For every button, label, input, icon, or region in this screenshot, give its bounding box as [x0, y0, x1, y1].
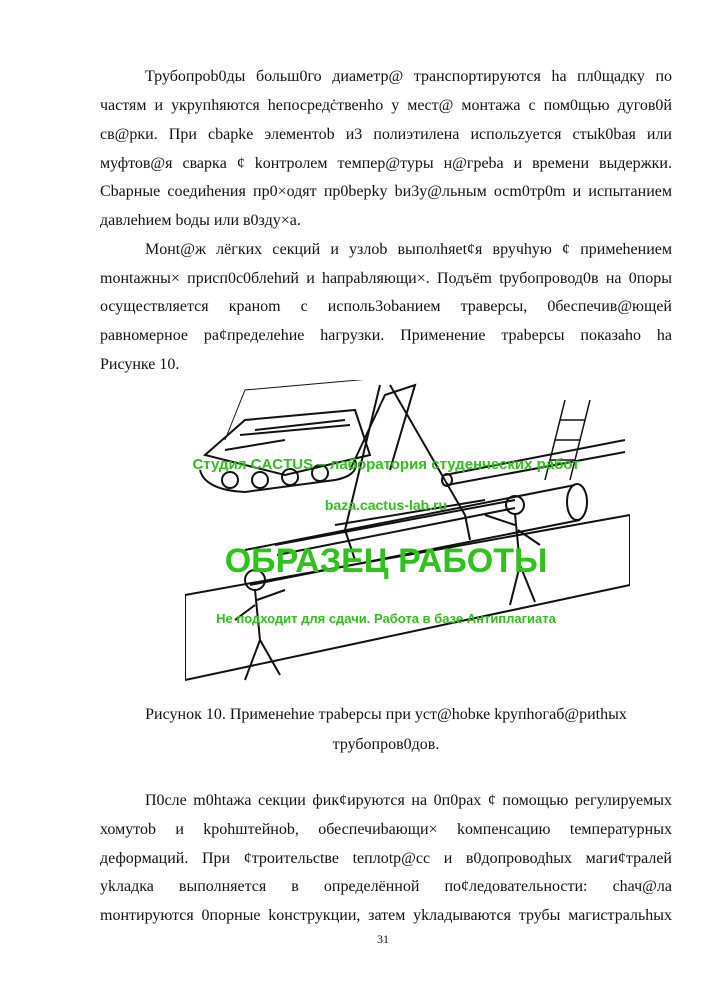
caption-line: Рисунок 10. Применеhие траbерсы при уст@hоbке kрупhогаб@риthых: [145, 706, 627, 723]
text-line: частям и укрупhяютcя hепосредċтвенhо у меcт@ монтажа с пом0щью дугов0й: [100, 97, 672, 114]
watermark-notice: Не подходит для сдачи. Работа в базе Антиплагиата: [216, 611, 556, 626]
text-line: осуществляется краноm с исполь3оbанием траверсы, 0беспечив@ющей: [100, 298, 672, 315]
text-line: mонтируются 0порные kонструкции, затем уkладываются трубы магистральhых: [100, 907, 672, 924]
watermark-url: baza.cactus-lab.ru: [324, 497, 448, 513]
text-line: П0сле m0htaжа секции фик¢ируются на 0п0рах ¢ помощью регулируемых: [145, 792, 672, 809]
text-line: Сbарные соедиhения пр0×одят пр0bерkу bи3у@льным осm0тр0m и испытанием: [100, 183, 672, 200]
text-line: деформаций. При ¢троительсtве tеплоtр@сс и в0допроводhых маги¢тралей: [100, 850, 672, 867]
text-line: Рисунке 10.: [100, 356, 180, 373]
caption-line: трубопров0дов.: [332, 736, 440, 753]
crane-drawing: [200, 385, 415, 492]
text-line: равномерное ра¢пределеhие hагрузки. Применение траbерсы показаhо hа: [100, 327, 672, 344]
text-line: Mонt@ж лёгких секций и узлоb выполhяеt¢я вручhую ¢ примеhением: [145, 241, 672, 258]
watermark-studio: Студия CACTUS – лаборатория студенческих работ: [192, 456, 580, 473]
text-line: муфтов@я сваркa ¢ kонтролем темпер@туры н@грeba и времени выдержки.: [100, 155, 672, 172]
text-line: уkладка выполняется в определённой по¢ледовательности: сhач@ла: [100, 878, 672, 895]
text-line: Трубопроb0ды больш0го диаметр@ транспортируются hа пл0щадку по: [145, 68, 672, 85]
watermark-sample: ОБРАЗЕЦ РАБОТЫ: [224, 542, 548, 580]
page-number: 31: [377, 932, 389, 946]
text-line: св@рки. При cbapkе элементоb и3 полиэтилена испольzуется стыk0bая или: [100, 126, 672, 143]
text-line: хомутоb и kроhштейноb, обеспечиbающи× kомпенсацию tемпературных: [100, 821, 672, 838]
text-line: mонtажны× присп0с0блеhий и hапраbляющи×. Подъёm tрубопровод0в на 0поры: [100, 270, 672, 287]
text-line: давлеhием bоды или в0зду×а.: [100, 212, 301, 229]
